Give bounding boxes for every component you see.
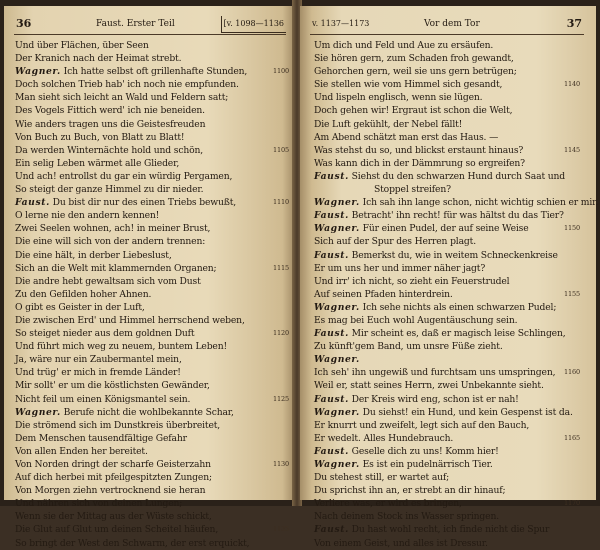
speaker-name: Wagner. [15, 406, 61, 418]
verse-line [15, 39, 281, 52]
verse-line [15, 157, 281, 170]
verse-line [15, 393, 289, 406]
line-number: 1120 [273, 329, 289, 338]
verse-line [15, 78, 281, 91]
verse-line [314, 222, 580, 235]
verse-text: Am Abend schätzt man erst das Haus. — [314, 131, 499, 143]
speaker-name: Wagner. [314, 197, 360, 209]
verse-line [15, 104, 281, 117]
verse-text: Von allen Enden her bereitet. [15, 445, 148, 457]
verse-line [314, 419, 576, 432]
verse-line [15, 52, 281, 65]
verse-line [15, 144, 289, 157]
page-number: 37 [566, 17, 582, 30]
verse-text: Die eine will sich von der andern trennen: [15, 236, 206, 248]
verse-text: Ja, wäre nur ein Zaubermantel mein, [15, 354, 182, 366]
verse-line [314, 275, 576, 288]
verse-text: Die zwischen Erd' und Himmel herrschend weben, [15, 314, 245, 326]
verse-text: Du bist dir nur des einen Triebs bewußt, [52, 197, 237, 209]
line-number: 1140 [564, 80, 580, 89]
verse-text: Die andre hebt gewaltsam sich vom Dust [15, 275, 201, 287]
line-number: 1165 [564, 433, 580, 442]
verse-line [314, 301, 576, 314]
running-head: Vor dem Tor [424, 19, 480, 29]
verse-text: Um dich und Feld und Aue zu ersäufen. [314, 40, 494, 51]
speaker-name: Faust. [314, 170, 349, 182]
verse-text: Berufe nicht die wohlbekannte Schar, [63, 406, 234, 418]
verse-line [314, 327, 576, 340]
verse-line [15, 91, 281, 104]
verse-line [15, 222, 281, 235]
verse-text: Ich hatte selbst oft grillenhafte Stunden, [63, 66, 248, 78]
verse-text: Und trüg' er mich in fremde Länder! [15, 367, 181, 379]
verse-line [15, 379, 281, 392]
verse-line [15, 209, 281, 222]
speaker-name: Faust. [314, 210, 349, 222]
verse-line [15, 523, 289, 536]
speaker-name: Wagner. [314, 406, 360, 418]
right-page-header [312, 16, 582, 32]
verse-line [314, 196, 599, 209]
verse-text: Weil er, statt seines Herrn, zwei Unbekannte sieht. [314, 380, 544, 392]
verse-text: So bringt der West den Schwarm, der erst erquickt, [15, 537, 250, 549]
verse-line [15, 366, 281, 379]
verse-text: So steiget nieder aus dem goldnen Duft [15, 328, 195, 340]
page-number: 36 [16, 17, 32, 30]
verse-text: Siehst du den schwarzen Hund durch Saat und [351, 170, 566, 182]
verse-line [314, 39, 576, 52]
verse-text: Zu künft'gem Band, um unsre Füße zieht. [314, 341, 503, 353]
verse-text: Geselle dich zu uns! Komm hier! [351, 445, 499, 457]
verse-line [15, 537, 281, 550]
verse-line [314, 340, 576, 353]
speaker-name: Wagner. [314, 301, 360, 313]
verse-text: Bemerkst du, wie in weitem Schneckenkreise [351, 249, 558, 261]
verse-line [15, 249, 281, 262]
verse-line [15, 131, 281, 144]
verse-text: Und irr' ich nicht, so zieht ein Feuerstrudel [314, 275, 510, 287]
verse-text: Verliere was, er wird es bringen, [314, 498, 462, 510]
verse-line [314, 432, 580, 445]
verse-line [15, 419, 281, 432]
verse-line [15, 471, 281, 484]
verse-text: Nicht feil um einen Königsmantel sein. [15, 393, 191, 405]
verse-line [314, 379, 576, 392]
verse-line [15, 406, 281, 419]
verse-text: Die Luft gekühlt, der Nebel fällt! [314, 118, 463, 130]
line-number: 1125 [273, 394, 289, 403]
line-number: 1135 [273, 525, 289, 534]
verse-text: Du siehst! ein Hund, und kein Gespenst ist da. [362, 406, 573, 418]
verse-text: O gibt es Geister in der Luft, [15, 301, 145, 313]
verse-lines [15, 39, 289, 550]
verse-lines [314, 39, 599, 550]
verse-text: Der Kreis wird eng, schon ist er nah! [351, 393, 519, 405]
line-number: 1110 [273, 198, 289, 207]
verse-line [314, 366, 580, 379]
verse-line [15, 484, 281, 497]
verse-line [314, 458, 576, 471]
line-number: 1115 [273, 263, 289, 272]
verse-text: Da werden Winternächte hold und schön, [15, 144, 204, 156]
verse-line [314, 235, 576, 248]
verse-line [15, 445, 281, 458]
verse-text: O lerne nie den andern kennen! [15, 210, 160, 222]
verse-line [15, 235, 281, 248]
verse-text: Von Morgen ziehn vertrocknend sie heran [15, 485, 206, 497]
verse-line [314, 91, 576, 104]
speaker-name: Wagner. [314, 354, 360, 366]
right-page [300, 6, 599, 549]
verse-line [314, 104, 576, 117]
verse-text: Von einem Geist, und alles ist Dressur. [314, 537, 488, 549]
verse-text: Und über Flächen, über Seen [15, 40, 149, 51]
verse-text: Er um uns her und immer näher jagt? [314, 262, 486, 274]
verse-range: v. 1137—1173 [312, 19, 370, 28]
verse-line [15, 353, 281, 366]
verse-line [15, 275, 281, 288]
verse-line [314, 52, 576, 65]
verse-text: Von Norden dringt der scharfe Geisterzahn [15, 459, 211, 470]
speaker-name: Faust. [314, 328, 349, 340]
verse-line [314, 406, 576, 419]
verse-line [314, 262, 576, 275]
verse-line [15, 497, 281, 510]
verse-text: Auf dich herbei mit pfeilgespitzten Zungen; [15, 472, 212, 484]
verse-text: Der Kranich nach der Heimat strebt. [15, 53, 182, 65]
verse-line [15, 65, 289, 78]
verse-text: Dem Menschen tausendfältige Gefahr [15, 432, 187, 444]
verse-line [314, 144, 580, 157]
verse-text: Auf seinen Pfaden hinterdrein. [314, 288, 453, 300]
verse-line [15, 118, 281, 131]
verse-line [15, 432, 281, 445]
verse-text: Ich sah ihn lange schon, nicht wichtig schien er mir. [362, 197, 599, 209]
verse-text: Was kann dich in der Dämmrung so ergreifen? [314, 157, 525, 169]
verse-text: Und lispeln englisch, wenn sie lügen. [314, 92, 483, 104]
verse-line [15, 314, 281, 327]
speaker-name: Faust. [314, 249, 349, 261]
verse-text: Wenn sie der Mittag aus der Wüste schickt, [15, 511, 212, 523]
verse-text: Des Vogels Fittich werd' ich nie beneiden. [15, 105, 205, 117]
verse-text: Ich sehe nichts als einen schwarzen Pudel; [362, 301, 557, 313]
verse-line [314, 249, 576, 262]
verse-line [314, 65, 576, 78]
verse-line [314, 183, 576, 196]
verse-line [314, 484, 576, 497]
verse-line [314, 78, 580, 91]
verse-line [314, 523, 576, 536]
verse-text: Ich seh' ihn ungewiß und furchtsam uns umspringen, [314, 367, 556, 379]
verse-text: Er knurrt und zweifelt, legt sich auf den Bauch, [314, 419, 530, 431]
speaker-name: Wagner. [314, 459, 360, 470]
verse-text: Zwei Seelen wohnen, ach! in meiner Brust, [15, 223, 211, 235]
verse-text: Gehorchen gern, weil sie uns gern betrügen; [314, 66, 517, 78]
verse-text: Was stehst du so, und blickst erstaunt hinaus? [314, 144, 524, 156]
speaker-name: Faust. [314, 524, 349, 536]
verse-text: Nach deinem Stock ins Wasser springen. [314, 511, 499, 523]
line-number: 1130 [273, 460, 289, 468]
left-page [4, 6, 294, 549]
verse-line [314, 445, 576, 458]
line-number: 1105 [273, 145, 289, 154]
verse-text: Sie stellen wie vom Himmel sich gesandt, [314, 79, 503, 91]
verse-text: Doch solchen Trieb hab' ich noch nie empfunden. [15, 79, 239, 91]
verse-text: Und nähren sich von deinen Lungen; [15, 498, 183, 510]
verse-line [314, 131, 576, 144]
verse-line [314, 118, 576, 131]
verse-line [15, 196, 289, 209]
line-number: 1160 [564, 368, 580, 377]
verse-line [314, 393, 576, 406]
verse-text: Es ist ein pudelnärrisch Tier. [362, 459, 493, 470]
verse-text: Betracht' ihn recht! für was hältst du das Tier? [351, 210, 564, 222]
verse-text: Mir scheint es, daß er magisch leise Schlingen, [351, 328, 566, 340]
verse-line [15, 458, 289, 471]
left-page-header [16, 16, 286, 32]
verse-text: Die strömend sich im Dunstkreis überbreitet, [15, 419, 221, 431]
verse-text: Es mag bei Euch wohl Augentäuschung sein. [314, 314, 518, 326]
verse-text: Du sprichst ihn an, er strebt an dir hinauf; [314, 485, 506, 497]
line-number: 1150 [564, 224, 580, 233]
verse-text: Sich an die Welt mit klammernden Organen; [15, 262, 217, 274]
verse-line [314, 209, 576, 222]
speaker-name: Faust. [314, 445, 349, 457]
verse-line [15, 301, 281, 314]
verse-text: Wie anders tragen uns die Geistesfreuden [15, 118, 206, 130]
verse-line [314, 157, 576, 170]
line-number: 1170 [564, 499, 580, 508]
verse-text: Er wedelt. Alles Hundebrauch. [314, 432, 454, 444]
verse-text: Und führt mich weg zu neuem, buntem Leben! [15, 341, 228, 353]
verse-line [314, 537, 576, 550]
verse-line [15, 183, 281, 196]
header-rule [310, 34, 584, 35]
verse-text: Du stehest still, er wartet auf; [314, 472, 450, 484]
verse-line [15, 327, 289, 340]
verse-text: Sich auf der Spur des Herren plagt. [314, 236, 476, 248]
verse-text: Stoppel streifen? [374, 184, 451, 196]
speaker-name: Faust. [15, 197, 50, 209]
verse-text: Die eine hält, in derber Liebeslust, [15, 249, 172, 261]
verse-text: Und ach! entrollst du gar ein würdig Pergamen, [15, 170, 233, 182]
verse-text: Ein selig Leben wärmet alle Glieder, [15, 157, 180, 169]
verse-line [15, 262, 289, 275]
verse-text: So steigt der ganze Himmel zu dir nieder. [15, 184, 204, 196]
verse-range: [v. 1098—1136 [221, 16, 287, 33]
verse-text: Man sieht sich leicht an Wald und Feldern satt; [15, 92, 229, 104]
verse-line [314, 510, 576, 523]
verse-text: Von Buch zu Buch, von Blatt zu Blatt! [15, 131, 185, 143]
verse-line [314, 314, 576, 327]
verse-line [15, 510, 281, 523]
verse-line [314, 170, 576, 183]
line-number: 1100 [273, 67, 289, 76]
line-number: 1155 [564, 289, 580, 298]
verse-line [314, 497, 580, 510]
line-number: 1145 [564, 145, 580, 154]
verse-line [15, 288, 281, 301]
verse-line [314, 288, 580, 301]
header-rule [14, 34, 286, 35]
running-head: Faust. Erster Teil [96, 19, 175, 29]
verse-text: Sie hören gern, zum Schaden froh gewandt, [314, 53, 514, 65]
verse-text: Zu den Gefilden hoher Ahnen. [15, 288, 152, 300]
speaker-name: Wagner. [314, 223, 360, 235]
speaker-name: Faust. [314, 393, 349, 405]
verse-text: Für einen Pudel, der auf seine Weise [362, 223, 529, 235]
verse-text: Mir sollt' er um die köstlichsten Gewänder, [15, 380, 210, 392]
verse-text: Du hast wohl recht, ich finde nicht die Spur [351, 524, 550, 536]
verse-text: Doch gehen wir! Ergraut ist schon die Welt, [314, 105, 513, 117]
verse-line [314, 353, 576, 366]
speaker-name: Wagner. [15, 66, 61, 78]
verse-text: Die Glut auf Glut um deinen Scheitel häufen, [15, 524, 219, 536]
verse-line [314, 471, 576, 484]
verse-line [15, 170, 281, 183]
verse-line [15, 340, 281, 353]
